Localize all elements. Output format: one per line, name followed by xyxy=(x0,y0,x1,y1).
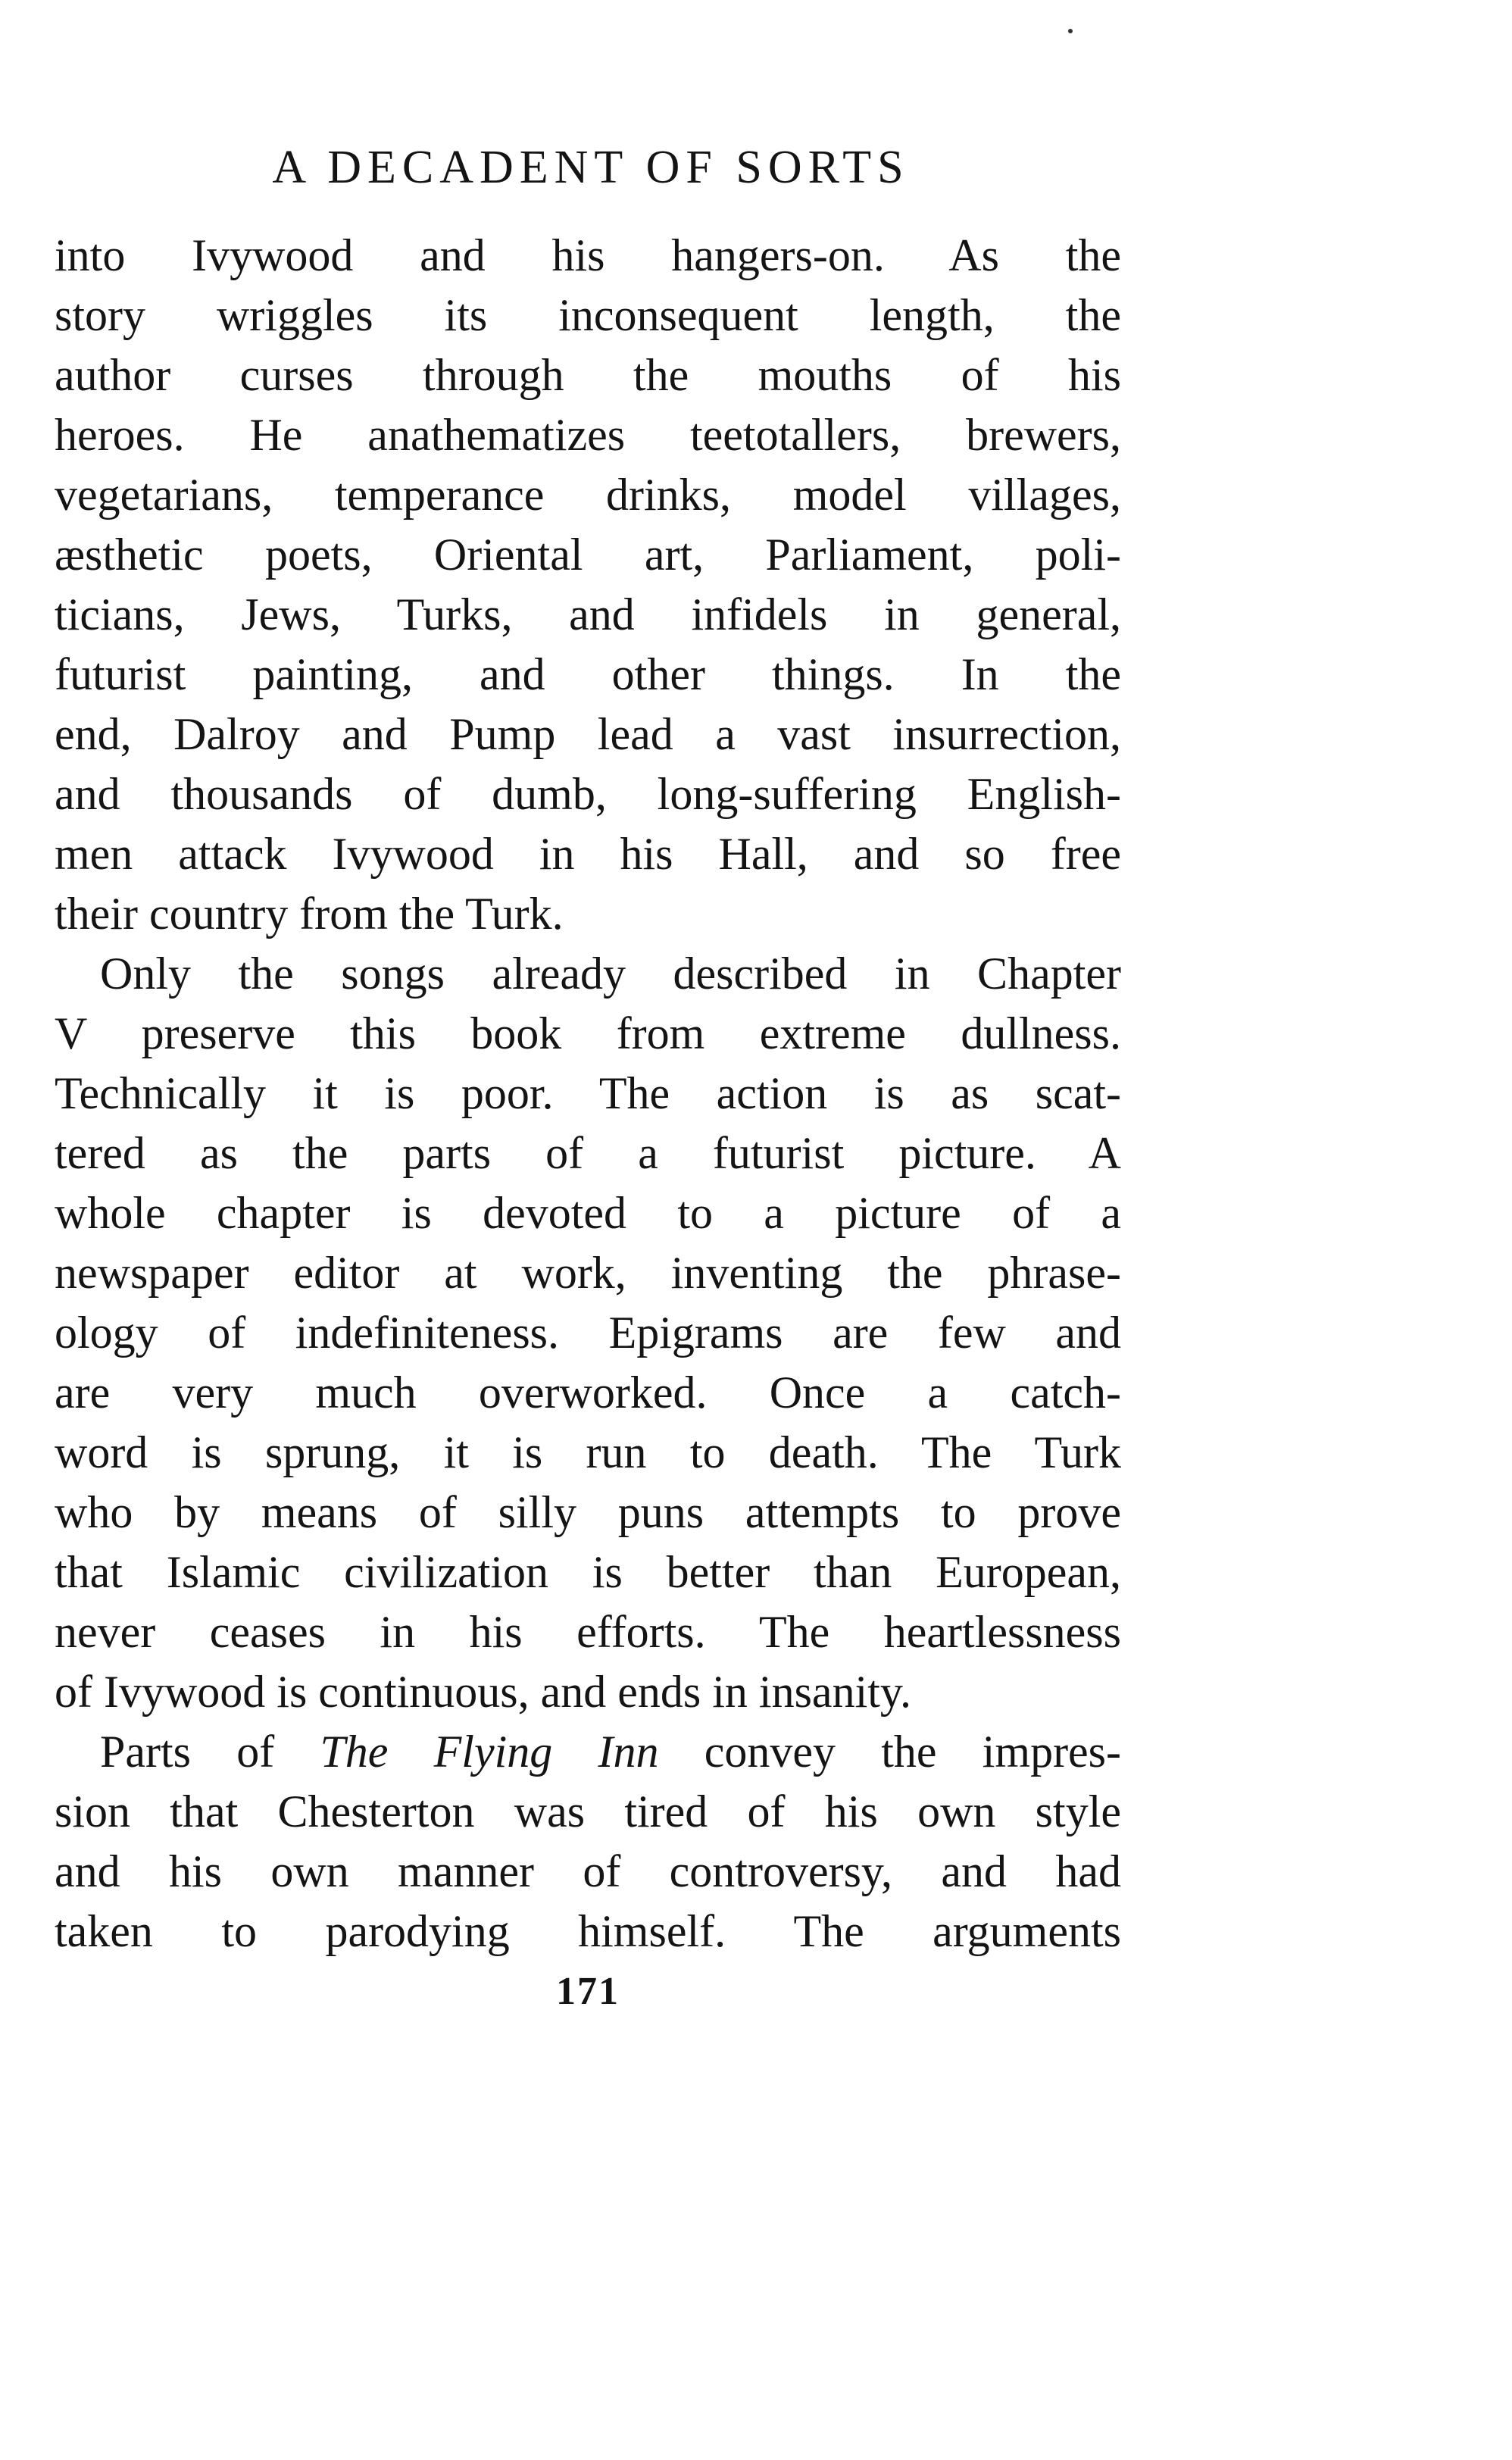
paragraph-1 xyxy=(55,226,1121,944)
ink-speck xyxy=(1068,29,1073,33)
text-line: ticians, Jews, Turks, and infidels in general, xyxy=(55,589,1121,639)
text-line: men attack Ivywood in his Hall, and so free xyxy=(55,829,1121,879)
text-line: are very much overworked. Once a catch- xyxy=(55,1368,1121,1418)
book-title: The Flying Inn xyxy=(320,1727,659,1777)
text-line: sion that Chesterton was tired of his own style xyxy=(55,1786,1121,1836)
text-line: of Ivywood is continuous, and ends in insanity. xyxy=(55,1667,912,1717)
text-line: taken to parodying himself. The arguments xyxy=(55,1906,1121,1956)
text-line: Technically it is poor. The action is as scat- xyxy=(55,1068,1121,1118)
text-line: end, Dalroy and Pump lead a vast insurrection, xyxy=(55,709,1121,759)
text-fragment: Parts of xyxy=(100,1727,320,1777)
text-line: who by means of silly puns attempts to prove xyxy=(55,1487,1121,1537)
body-text xyxy=(55,226,1121,1961)
text-line: into Ivywood and his hangers-on. As the xyxy=(55,230,1121,280)
text-line: vegetarians, temperance drinks, model villages, xyxy=(55,470,1121,520)
text-line: author curses through the mouths of his xyxy=(55,350,1121,400)
text-line: their country from the Turk. xyxy=(55,889,564,939)
text-line: ology of indefiniteness. Epigrams are few and xyxy=(55,1308,1121,1358)
text-line: never ceases in his efforts. The heartlessness xyxy=(55,1607,1121,1657)
text-line: that Islamic civilization is better than European, xyxy=(55,1547,1121,1597)
paragraph-2 xyxy=(55,944,1121,1722)
text-line: word is sprung, it is run to death. The Turk xyxy=(55,1427,1121,1477)
text-line: story wriggles its inconsequent length, the xyxy=(55,290,1121,340)
text-line: Only the songs already described in Chapter xyxy=(100,949,1121,999)
text-line: tered as the parts of a futurist picture. A xyxy=(55,1128,1121,1178)
book-page xyxy=(55,121,1121,2021)
text-line: æsthetic poets, Oriental art, Parliament, poli- xyxy=(55,530,1121,580)
text-line: futurist painting, and other things. In the xyxy=(55,649,1121,699)
text-line xyxy=(55,1722,1121,1782)
paragraph-3 xyxy=(55,1722,1121,1961)
page-number: 171 xyxy=(556,1970,620,2013)
text-line: and his own manner of controversy, and had xyxy=(55,1846,1121,1896)
running-head: A DECADENT OF SORTS xyxy=(272,142,910,193)
text-line: heroes. He anathematizes teetotallers, brewers, xyxy=(55,410,1121,460)
text-line: and thousands of dumb, long-suffering English- xyxy=(55,769,1121,819)
text-fragment: convey the impres- xyxy=(658,1727,1122,1777)
text-line: whole chapter is devoted to a picture of a xyxy=(55,1188,1121,1238)
text-line: newspaper editor at work, inventing the phrase- xyxy=(55,1248,1121,1298)
text-line: V preserve this book from extreme dullness. xyxy=(55,1008,1121,1058)
